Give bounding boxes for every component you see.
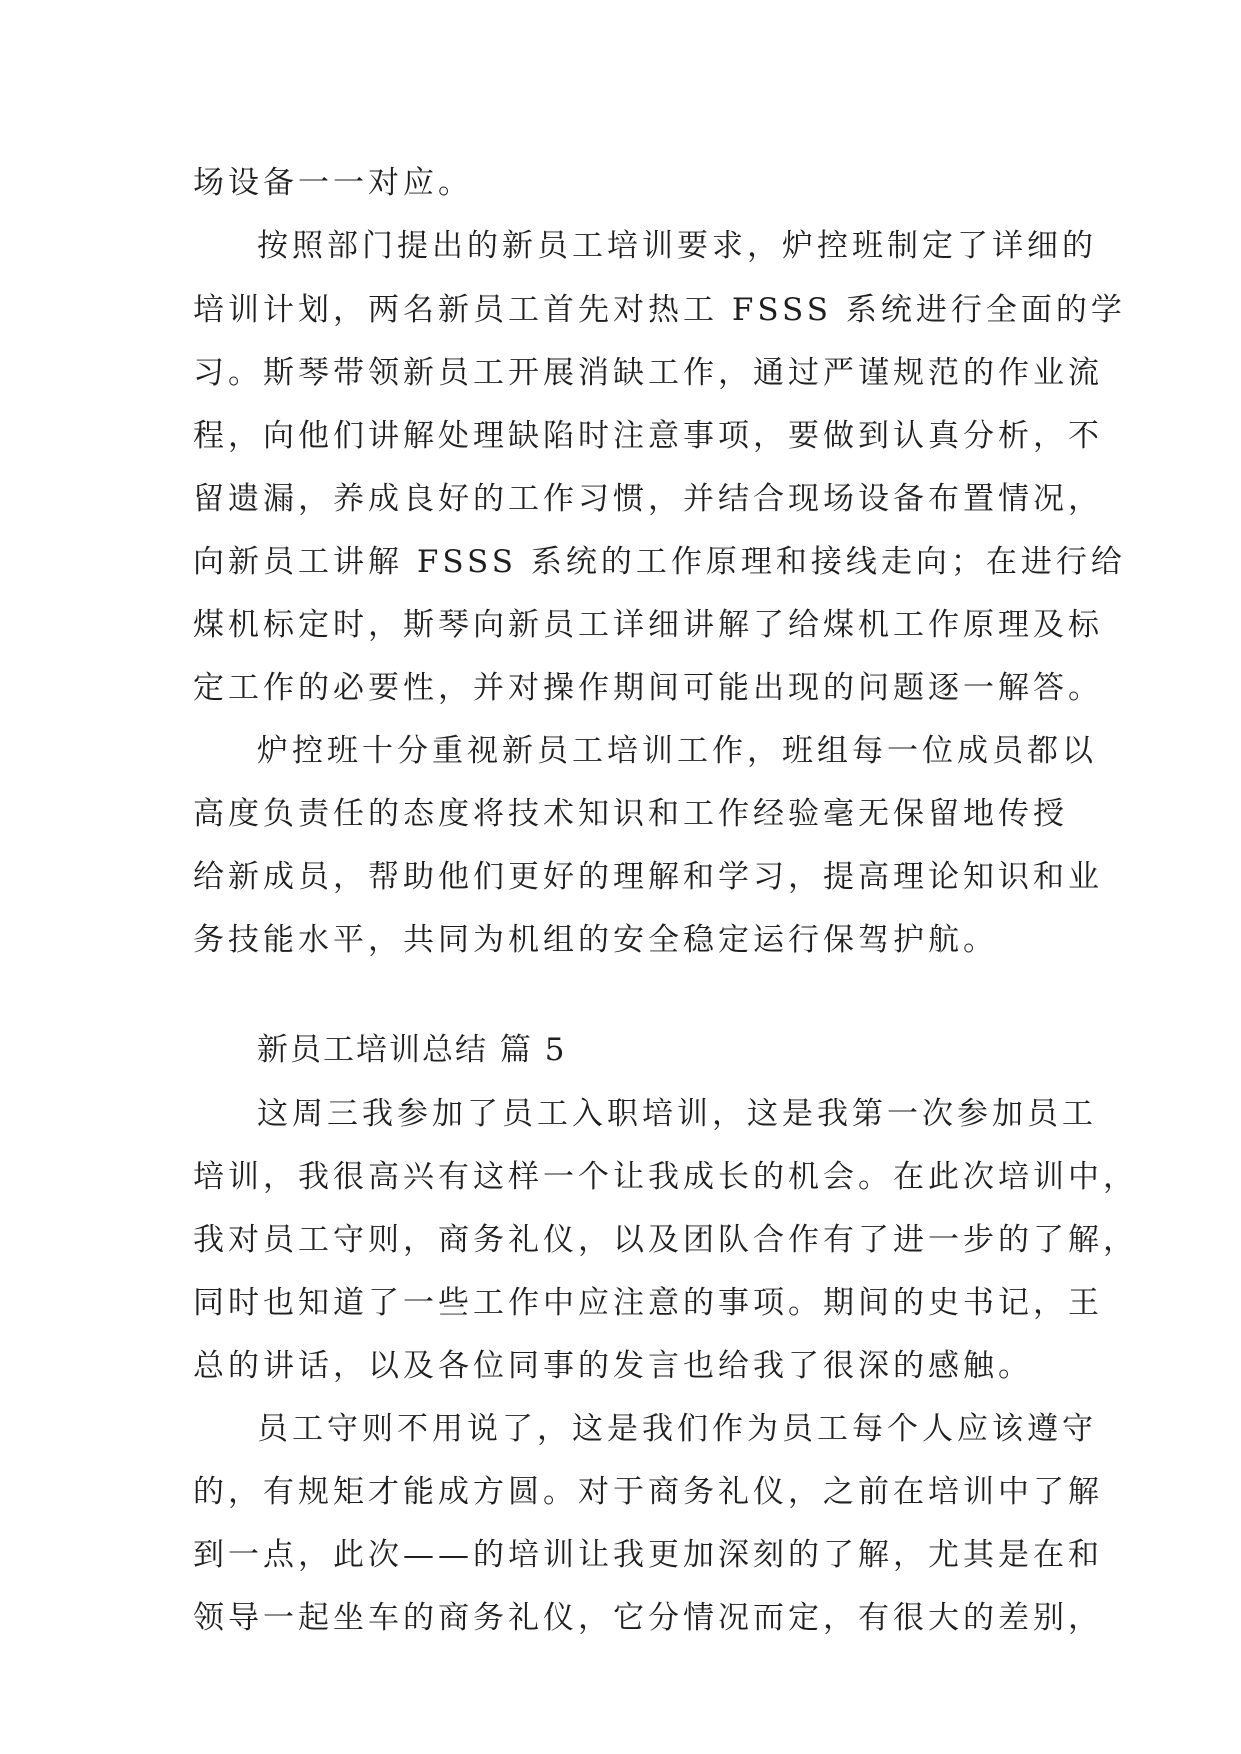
text-line: 总的讲话，以及各位同事的发言也给我了很深的感触。 — [193, 1348, 1033, 1384]
text-line: 培训计划，两名新员工首先对热工 FSSS 系统进行全面的学 — [193, 292, 1126, 328]
text-line: 务技能水平，共同为机组的安全稳定运行保驾护航。 — [193, 922, 998, 958]
paragraph-start-line: 炉控班十分重视新员工培训工作，班组每一位成员都以 — [257, 733, 1097, 769]
paragraph-start-line: 这周三我参加了员工入职培训，这是我第一次参加员工 — [257, 1096, 1097, 1132]
text-line: 程，向他们讲解处理缺陷时注意事项，要做到认真分析，不 — [193, 418, 1103, 454]
text-line: 同时也知道了一些工作中应注意的事项。期间的史书记，王 — [193, 1285, 1103, 1321]
text-line: 培训，我很高兴有这样一个让我成长的机会。在此次培训中， — [193, 1159, 1138, 1195]
paragraph-start-line: 员工守则不用说了，这是我们作为员工每个人应该遵守 — [257, 1411, 1097, 1447]
text-line: 到一点，此次——的培训让我更加深刻的了解，尤其是在和 — [193, 1537, 1103, 1573]
text-line: 场设备一一对应。 — [193, 165, 473, 201]
section-heading: 新员工培训总结 篇 5 — [257, 1032, 567, 1068]
text-line: 习。斯琴带领新员工开展消缺工作，通过严谨规范的作业流 — [193, 355, 1103, 391]
text-line: 向新员工讲解 FSSS 系统的工作原理和接线走向；在进行给 — [193, 544, 1126, 580]
text-line: 煤机标定时，斯琴向新员工详细讲解了给煤机工作原理及标 — [193, 607, 1103, 643]
text-line: 留遗漏，养成良好的工作习惯，并结合现场设备布置情况， — [193, 481, 1103, 517]
paragraph-start-line: 按照部门提出的新员工培训要求，炉控班制定了详细的 — [257, 228, 1097, 264]
text-line: 给新成员，帮助他们更好的理解和学习，提高理论知识和业 — [193, 859, 1103, 895]
text-line: 定工作的必要性，并对操作期间可能出现的问题逐一解答。 — [193, 670, 1103, 706]
text-line: 领导一起坐车的商务礼仪，它分情况而定，有很大的差别， — [193, 1600, 1103, 1636]
text-line: 的，有规矩才能成方圆。对于商务礼仪，之前在培训中了解 — [193, 1474, 1103, 1510]
text-line: 我对员工守则，商务礼仪，以及团队合作有了进一步的了解， — [193, 1222, 1138, 1258]
text-line: 高度负责任的态度将技术知识和工作经验毫无保留地传授 — [193, 796, 1068, 832]
